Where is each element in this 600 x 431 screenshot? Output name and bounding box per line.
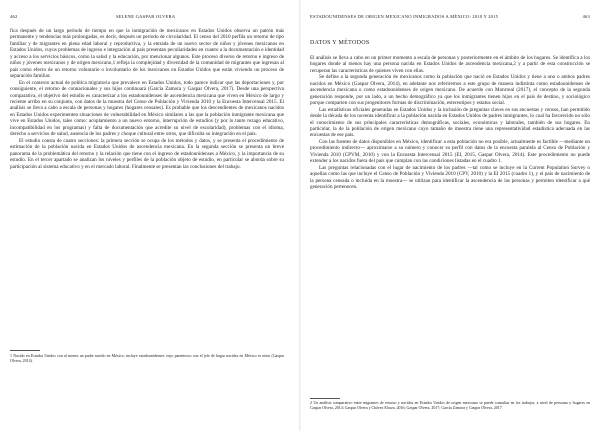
left-body-text (10, 28, 284, 170)
right-footnote-rule (310, 398, 340, 399)
book-gutter (299, 0, 301, 431)
right-body-text (310, 55, 590, 191)
left-paragraph-3: El estudio consta de cuatro secciones: la primera sección se ocupa de los métodos y datos, y se presenta el procedimiento de estimación de la población nacida en Estados Unidos de ascendencia mexicana. En la segunda sección se presenta un breve panorama de la problemática del retorno y la relación que tiene con el ingreso de estadounidenses a México, y la importancia de su estudio. En el tercer apartado se analizan los niveles y perfiles de la población objeto de estudio, en particular se aborda sobre su participación al sistema educativo y en el mercado laboral. Finalmente se presentan las conclusiones del trabajo. (10, 137, 284, 170)
section-heading: DATOS Y MÉTODOS (310, 40, 370, 46)
left-footnote: 1 Nacido en Estados Unidos con al menos un padre nacido en México, incluye estadounidenses cuyo parentesco con el jefe de hogar nacidos en México es nieto (Gaspar Olvera, 2014). (10, 353, 284, 364)
right-paragraph-3: Las estadísticas oficiales generadas en Estados Unidos y la inclusión de preguntas claves en sus encuestas y censos, han permitido desde la década de los noventa identificar a la población nacida en Estados Unidos de padres inmigrantes, lo cual ha favorecido no sólo el conocimiento de sus principales características demográficas, sociales, económicas y laborales, también de sus hogares. En particular, la de la población de origen mexicano cuyo tamaño de muestra tiene una representatividad estadística adecuada en las encuestas de ese país. (310, 106, 590, 139)
right-paragraph-5: Las preguntas relacionadas con el lugar de nacimiento de los padres —tal como se incluye en la Current Population Survey o aquellas como las que incluye el Censo de Población y Vivienda 2010 (CPV, 2010) y la EI 2015 (cuadro 1), y el país de nacimiento de la persona censada o incluida en la muestra— se utilizan para identificar la ascendencia de las personas y permiten identificar a qué generación pertenecen. (310, 164, 590, 191)
left-footnote-rule (10, 350, 40, 351)
right-running-head: ESTADOUNIDENSES DE ORIGEN MEXICANO INMIGRADOS A MÉXICO: 2010 Y 2015 (310, 14, 499, 19)
left-running-head: SELENE GASPAR OLVERA (116, 14, 176, 19)
left-paragraph-1: fica después de un largo periodo de tiempo en que la inmigración de mexicanos en Estados Unidos observa un patrón más permanente y tendencias más prolongadas, es decir, después un período de circularidad. El censo del 2010 perfila un retorno de tipo familiar y de migrantes en plena edad laboral y reproductiva, y la entrada de un nuevo sector de niños y jóvenes mexicanos en Estados Unidos, cuyos problemas de ingreso e integración al país presentan peculiaridades en cuanto a la documentación e identidad y acceso a los servicios básicos, como la salud y la educación, por mencionar algunos. Este proceso diverso de retorno e ingreso de niños y jóvenes mexicanos y de origen mexicano,1 refleja la complejidad y diversidad de la comunidad de migrantes que ingresan al país como efecto de un retorno voluntario o involuntario de los mexicanos en Estados Unidos que están viviendo un proceso de separación familiar. (10, 28, 284, 80)
left-paragraph-2: En el contexto actual de política migratoria que prevalece en Estados Unidos, todo parece indicar que las deportaciones y, por consiguiente, el retorno de connacionales y sus hijos continuará (García Zamora y Gaspar Olvera, 2017). Desde una perspectiva comparativa, el objetivo del estudio es caracterizar a los estadounidenses de ascendencia mexicana que viven en México de largo y reciente arribo en su conjunto, con datos de la muestra del Censo de Población y Vivienda 2010 y la Encuesta Intercensal 2015. El análisis se lleva a cabo a escala de personas y hogares (hogares censales). Es probable que los descendientes de mexicanos nacidos en Estados Unidos experimenten situaciones de vulnerabilidad en México similares a las que la población inmigrante mexicana que vive en Estados Unidos, tales como: acoplamiento a un nuevo entorno, interrupción de estudios (y por lo tanto rezago educativo, incompatibilidad en los programas) y falta de documentación que acredite su nivel de escolaridad), problemas con el idioma, derecho a servicios de salud, ausencia de los padres y choque cultural entre otros, que dificulta su integración en el país. (10, 79, 284, 138)
right-paragraph-4: Con las fuentes de datos disponibles en México, identificar a esta población no era posible, actualmente es factible —mediante un procedimiento indirecto— aproximarse a su número y conocer su perfil con datos de la encuesta paralela al Censo de Población y Vivienda 2010 (CPVM, 2010) y con la Encuesta Intercensal 2015 (EI, 2015, Gaspar Olvera, 2014). Este procedimiento no puede extender a los nacidos fuera del país que cumplan con las condiciones listadas en el cuadro 1. (310, 138, 590, 165)
right-paragraph-2: Se define a la segunda generación de mexicanos como la población que nació en Estados Unidos y tiene a uno o ambos padres nacidos en México (Gaspar Olvera, 2014), en adelante nos referiremos a este grupo de manera indistinta como estadounidenses de ascendencia mexicana o como estadounidenses de origen mexicano. De acuerdo con Monrreal (2017), el concepto de la segunda generación responde, por un lado, a un hecho demográfico ya que los inmigrantes tienen hijos en el país de destino, y sociológico porque comparten con sus progenitores formas de discriminación, estereotipos y estatus social. (310, 74, 590, 107)
left-page-number: 462 (10, 14, 18, 19)
right-page (302, 0, 600, 431)
right-footnote: 2 Un análisis comparativo entre migrantes de retorno y nacidos en Estados Unidos de origen mexicano se puede consultar en los trabajos, a nivel de personas y hogares en Gaspar Olvera, 2014; Gaspar Olvera y Chávez Elorza, 2016; Gaspar Olvera, 2017; García Zamora y Gaspar Olvera, 2017. (310, 400, 590, 411)
right-paragraph-1: El análisis se lleva a cabo en un primer momento a escala de personas y posteriormente en el ámbito de los hogares. Se identifica a los hogares donde al menos hay una persona nacida en Estados Unidos de ascendencia mexicana,2 y a partir de esta construcción se recuperan las características de quienes viven con ellas. (310, 55, 590, 74)
left-page (0, 0, 298, 431)
right-page-number: 463 (582, 14, 590, 19)
